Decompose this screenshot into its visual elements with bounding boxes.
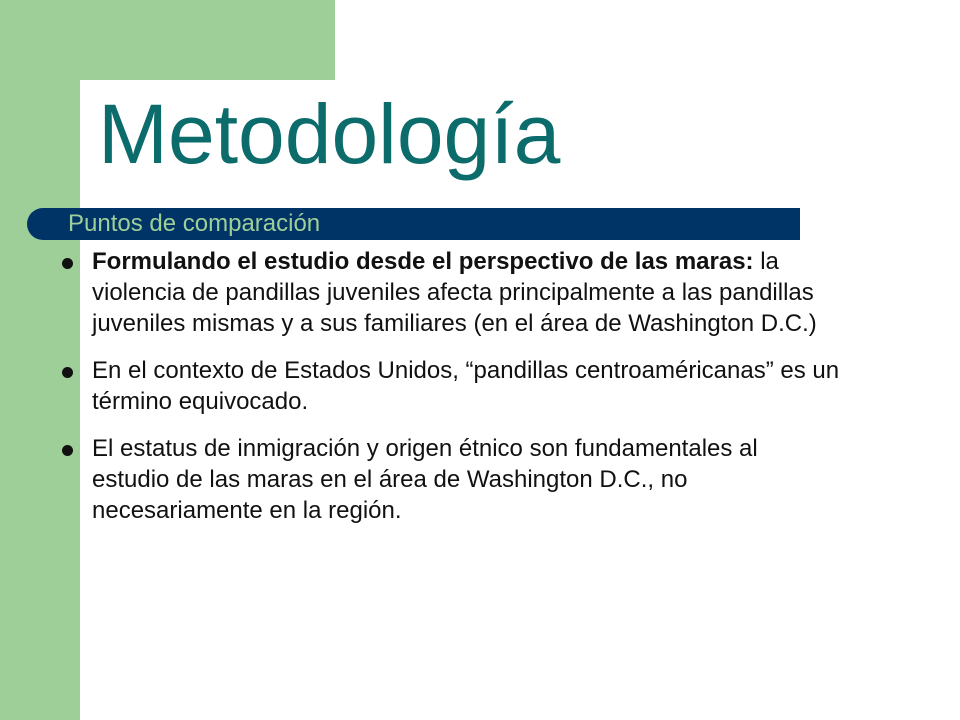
bullet-text: En el contexto de Estados Unidos, “pandillas centroaméricanas” es un término equivocado. (92, 357, 840, 415)
bullet-item-3 (60, 433, 840, 526)
bullet-item-2 (60, 355, 840, 417)
slide-subtitle: Puntos de comparación (68, 210, 321, 237)
bullet-dot-icon (62, 258, 73, 269)
bullet-list (60, 246, 840, 542)
bullet-dot-icon (62, 367, 73, 378)
bullet-text: El estatus de inmigración y origen étnico son fundamentales al estudio de las maras en el área de Washington D.C., no necesariamente en la región. (92, 435, 758, 524)
bullet-item-1 (60, 246, 840, 339)
bullet-bold-lead: Formulando el estudio desde el perspectivo de las maras: (92, 248, 754, 275)
slide-title: Metodología (98, 87, 561, 181)
decorative-green-block (80, 0, 335, 80)
bullet-text: la violencia de pandillas juveniles afecta principalmente a las pandillas juveniles mismas y a sus familiares (en el área de Washington D.C.) (92, 248, 817, 337)
bullet-dot-icon (62, 445, 73, 456)
